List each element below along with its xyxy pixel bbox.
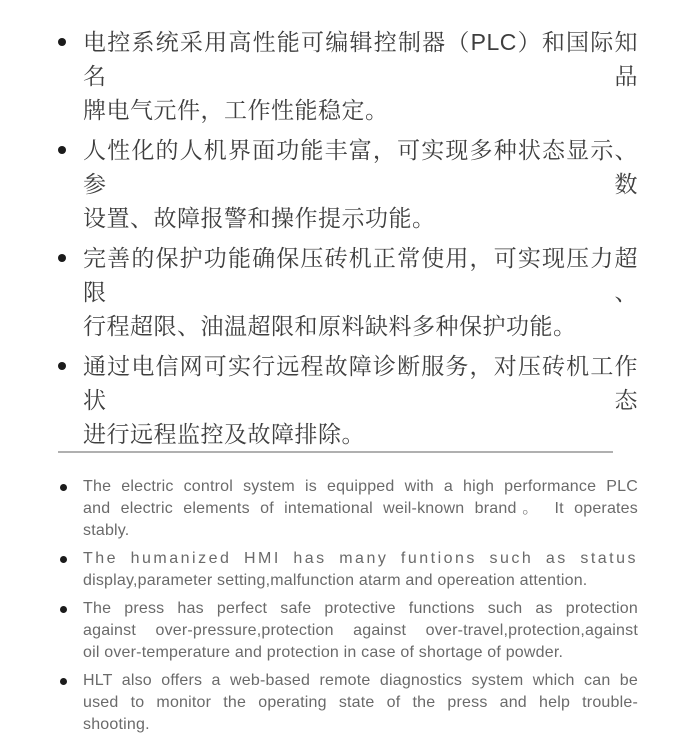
bullet-icon (60, 606, 67, 613)
text-line: 进行远程监控及故障排除。 (83, 421, 365, 447)
list-item (58, 548, 638, 592)
text-line: 人性化的人机界面功能丰富，可实现多种状态显示、参数 (83, 137, 638, 197)
list-item (58, 598, 638, 664)
text-line: 牌电气元件，工作性能稳定。 (83, 97, 389, 123)
english-feature-list (58, 476, 638, 736)
text-line: against over-pressure,protection against over-travel,protection,against (83, 622, 638, 639)
chinese-feature-list (58, 25, 638, 451)
list-item-text (83, 476, 638, 542)
text-line: 行程超限、油温超限和原料缺料多种保护功能。 (83, 313, 577, 339)
text-line: display,parameter setting,malfunction atarm and opereation attention. (83, 572, 588, 589)
text-line: The electric control system is equipped with a high performance PLC (83, 478, 638, 495)
text-line: HLT also offers a web-based remote diagnostics system which can be (83, 672, 638, 689)
list-item (58, 670, 638, 736)
text-line: used to monitor the operating state of the press and help trouble- (83, 694, 638, 711)
text-line: and electric elements of intemational weil-known brand。 It operates (83, 500, 638, 517)
bullet-icon (58, 38, 66, 46)
section-divider (58, 451, 613, 453)
list-item-text (83, 598, 638, 664)
list-item (58, 25, 638, 127)
bullet-icon (58, 362, 66, 370)
bullet-icon (60, 556, 67, 563)
list-item-text (83, 548, 638, 592)
text-line: 通过电信网可实行远程故障诊断服务，对压砖机工作状态 (83, 353, 638, 413)
list-item (58, 241, 638, 343)
bullet-icon (58, 254, 66, 262)
list-item-text (83, 133, 638, 235)
list-item-text (83, 349, 638, 451)
text-line: The humanized HMI has many funtions such as status (83, 550, 638, 567)
list-item-text (83, 25, 638, 127)
list-item (58, 476, 638, 542)
list-item (58, 133, 638, 235)
text-line: 完善的保护功能确保压砖机正常使用，可实现压力超限、 (83, 245, 638, 305)
bullet-icon (60, 678, 67, 685)
text-line: The press has perfect safe protective functions such as protection (83, 600, 638, 617)
bullet-icon (58, 146, 66, 154)
text-line: 电控系统采用高性能可编辑控制器（PLC）和国际知名品 (83, 29, 638, 89)
text-line: stably. (83, 522, 130, 539)
list-item-text (83, 241, 638, 343)
list-item (58, 349, 638, 451)
bullet-icon (60, 484, 67, 491)
list-item-text (83, 670, 638, 736)
text-line: 设置、故障报警和操作提示功能。 (83, 205, 436, 231)
text-line: oil over-temperature and protection in case of shortage of powder. (83, 644, 564, 661)
text-line: shooting. (83, 716, 150, 733)
